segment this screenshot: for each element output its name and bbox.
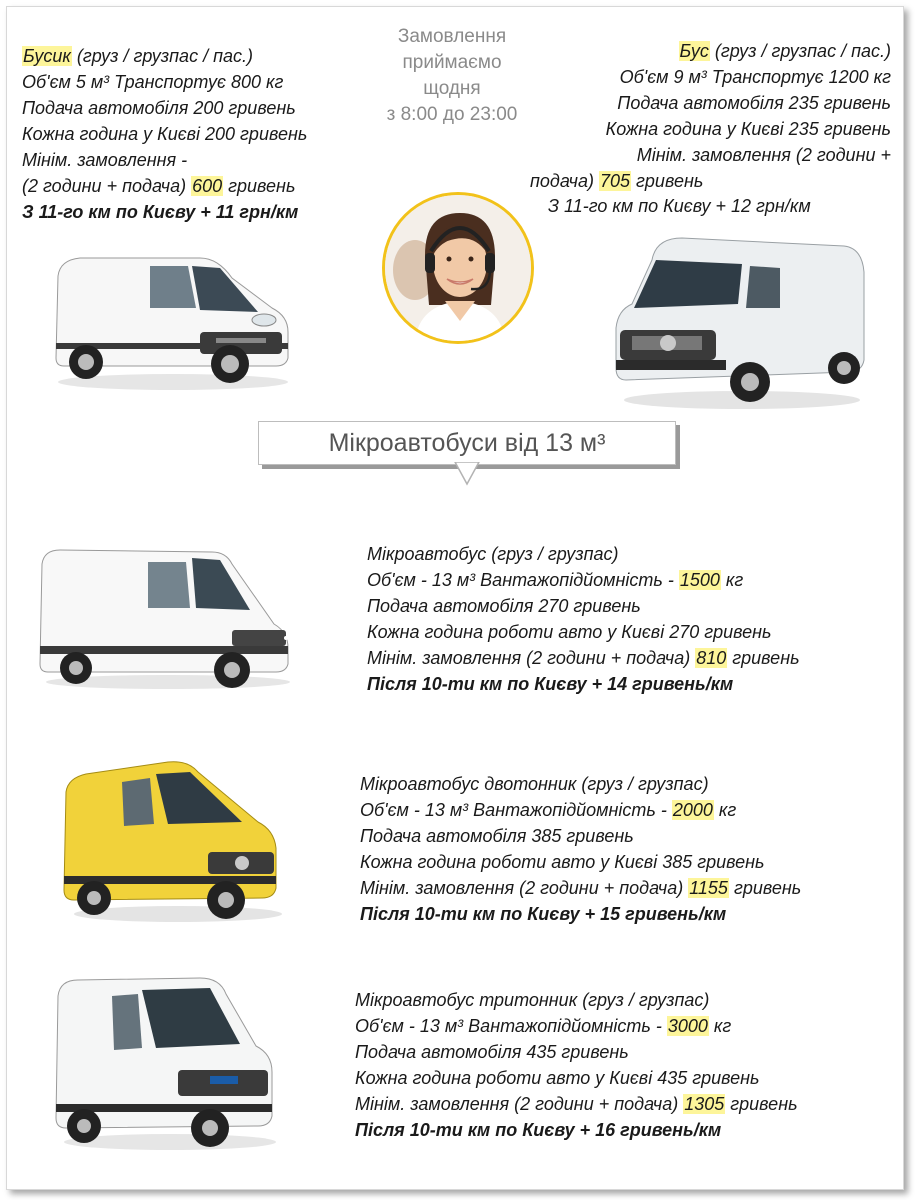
bus-van-image <box>612 232 868 417</box>
microbus-2-capacity: 2000 <box>672 800 713 820</box>
bus-volume: Об'єм 9 м³ Транспортує 1200 кг <box>619 67 891 87</box>
microbus-1-delivery: Подача автомобіля 270 гривень <box>367 596 641 616</box>
microbus-3-min-price: 1305 <box>684 1094 725 1114</box>
microbus-1-capacity: 1500 <box>679 570 720 590</box>
busik-km-rate: З 11-го км по Києву + 11 грн/км <box>22 202 299 222</box>
busik-name: Бусик <box>23 46 71 66</box>
microbus-3-km-rate: Після 10-ти км по Києву + 16 гривень/км <box>355 1120 722 1140</box>
microbus-3-capacity: 3000 <box>667 1016 708 1036</box>
microbus-2-hourly: Кожна година роботи авто у Києві 385 гривень <box>360 852 765 872</box>
bus-km-rate: З 11-го км по Києву + 12 грн/км <box>548 196 811 216</box>
bus-info: Бус (груз / грузпас / пас.) Об'єм 9 м³ Транспортує 1200 кг Подача автомобіля 235 гривень Кожна година у Києві 235 гривень Мінім. замовлення (2 години + <box>606 38 891 168</box>
microbus-section-title: Мікроавтобуси від 13 м³ <box>258 421 676 465</box>
busik-delivery: Подача автомобіля 200 гривень <box>22 98 296 118</box>
busik-min-price: 600 <box>192 176 223 196</box>
microbus-3-hourly: Кожна година роботи авто у Києві 435 гривень <box>355 1068 760 1088</box>
microbus-1-km-rate: Після 10-ти км по Києву + 14 гривень/км <box>367 674 734 694</box>
bus-min-line: подача) 705 гривень <box>530 171 704 191</box>
operator-photo <box>382 192 534 344</box>
microbus-2-image <box>58 752 286 929</box>
microbus-1-hourly: Кожна година роботи авто у Києві 270 гривень <box>367 622 772 642</box>
busik-info: Бусик (груз / грузпас / пас.) Об'єм 5 м³ Транспортує 800 кг Подача автомобіля 200 гривень Кожна година у Києві 200 гривень Мінім. замовлення - (2 години + подача) 600 гривень З 11-го км по Києву + 11 грн/км <box>22 43 307 225</box>
microbus-3-delivery: Подача автомобіля 435 гривень <box>355 1042 629 1062</box>
microbus-1-title: Мікроавтобус (груз / грузпас) <box>367 544 619 564</box>
microbus-2-title: Мікроавтобус двотонник (груз / грузпас) <box>360 774 709 794</box>
microbus-1-min-price: 810 <box>696 648 727 668</box>
order-hours: Замовлення приймаємо щодня з 8:00 до 23:00 <box>386 26 518 125</box>
bus-name: Бус <box>679 41 709 61</box>
microbus-2-min-price: 1155 <box>689 878 728 898</box>
microbus-1-info: Мікроавтобус (груз / грузпас) Об'єм - 13 м³ Вантажопідйомність - 1500 кг Подача автомобіля 270 гривень Кожна година роботи авто у Києві 270 гривень Мінім. замовлення (2 години + подача) 810 гривень Після 10-ти км по Києву + 14 гривень/км <box>367 541 800 697</box>
busik-min-label: Мінім. замовлення - <box>22 150 188 170</box>
microbus-3-info: Мікроавтобус тритонник (груз / грузпас) Об'єм - 13 м³ Вантажопідйомність - 3000 кг Подача автомобіля 435 гривень Кожна година роботи авто у Києві 435 гривень Мінім. замовлення (2 години + подача) 1305 гривень Після 10-ти км по Києву + 16 гривень/км <box>355 987 798 1143</box>
microbus-2-info: Мікроавтобус двотонник (груз / грузпас) Об'єм - 13 м³ Вантажопідйомність - 2000 кг Подача автомобіля 385 гривень Кожна година роботи авто у Києві 385 гривень Мінім. замовлення (2 години + подача) 1155 гривень Після 10-ти км по Києву + 15 гривень/км <box>360 771 801 927</box>
bus-min-price: 705 <box>600 171 631 191</box>
microbus-3-image <box>50 970 280 1157</box>
busik-van-image <box>50 246 296 397</box>
down-arrow-icon <box>447 462 487 488</box>
microbus-2-km-rate: Після 10-ти км по Києву + 15 гривень/км <box>360 904 727 924</box>
microbus-1-image <box>36 540 298 695</box>
microbus-3-title: Мікроавтобус тритонник (груз / грузпас) <box>355 990 710 1010</box>
bus-delivery: Подача автомобіля 235 гривень <box>617 93 891 113</box>
busik-hourly: Кожна година у Києві 200 гривень <box>22 124 308 144</box>
microbus-2-delivery: Подача автомобіля 385 гривень <box>360 826 634 846</box>
bus-hourly: Кожна година у Києві 235 гривень <box>605 119 891 139</box>
bus-min-label: Мінім. замовлення (2 години + <box>636 145 891 165</box>
busik-volume: Об'єм 5 м³ Транспортує 800 кг <box>22 72 284 92</box>
